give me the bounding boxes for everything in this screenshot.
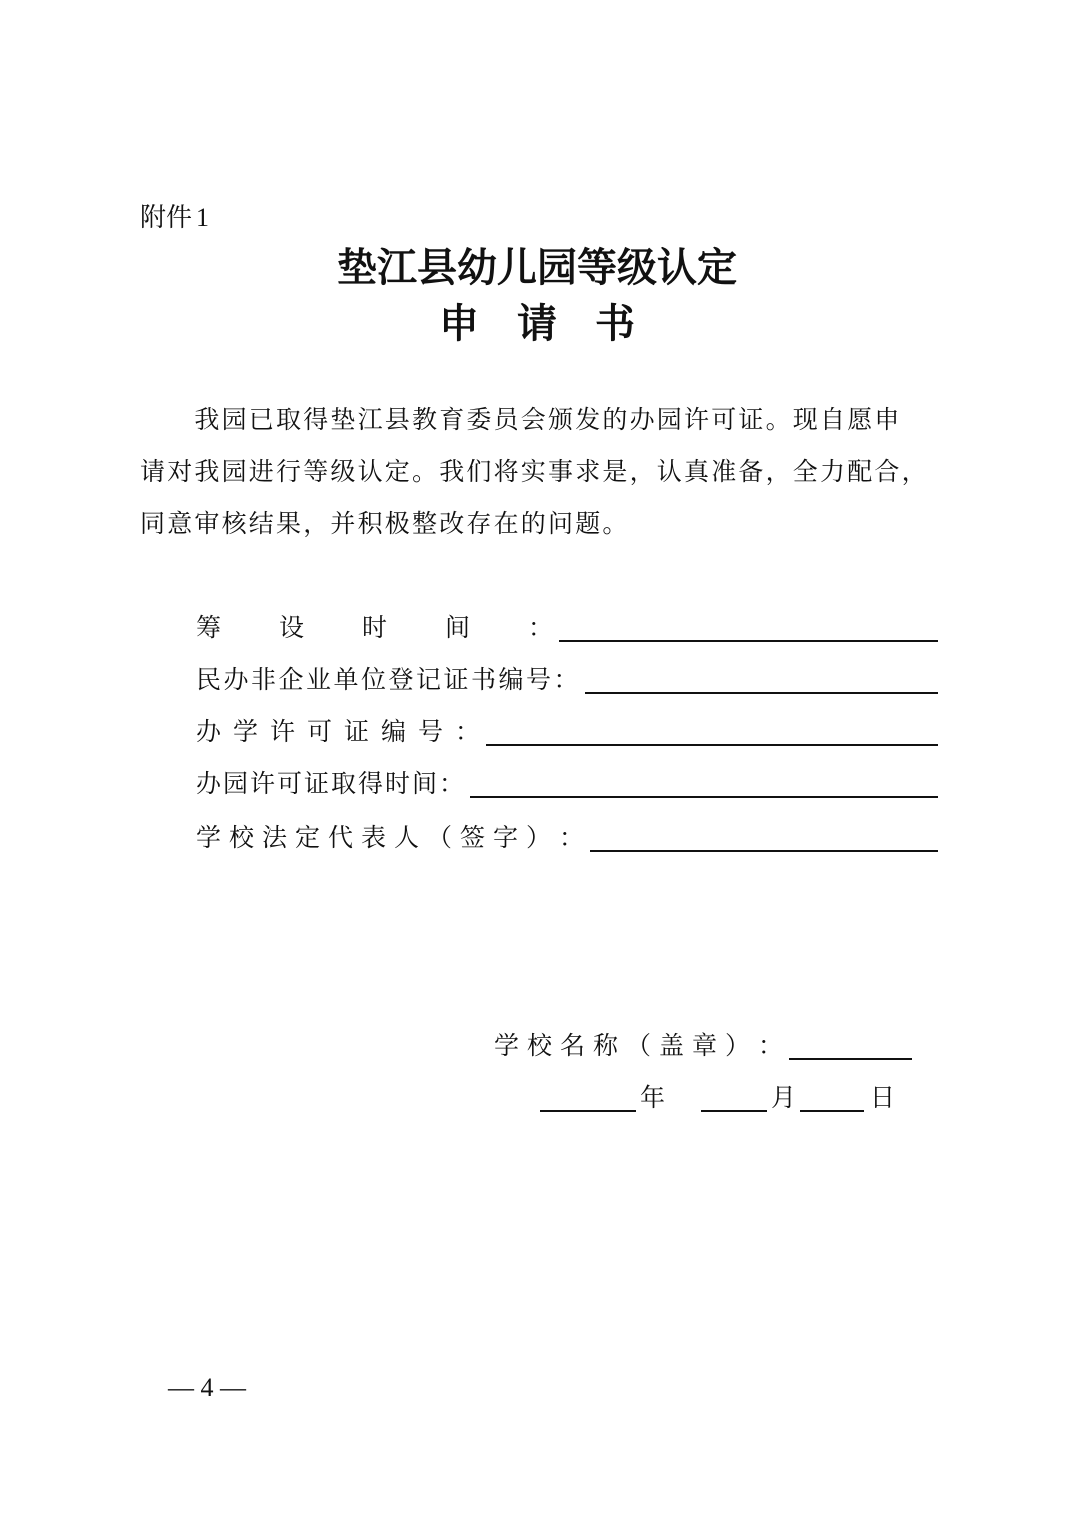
field-label: 筹设时间 [196, 613, 529, 642]
page-number: — 4 — [168, 1373, 246, 1402]
field-label: 学校法定代表人（签字） [196, 823, 560, 852]
attachment-text: 附件 [140, 203, 193, 233]
license-obtained-time-input-line[interactable] [470, 766, 938, 798]
field-school-license-number [196, 708, 938, 748]
field-colon: ： [553, 665, 579, 694]
document-title: 垫江县幼儿园等级认定 [337, 245, 737, 291]
field-registration-number [196, 656, 938, 696]
signing-date [540, 1074, 895, 1114]
attachment-number: 1 [196, 203, 210, 232]
statement-line: 我园已取得垫江县教育委员会颁发的办园许可证。现自愿申 [140, 405, 902, 434]
field-colon: ： [559, 823, 585, 852]
statement-line: 同意审核结果，并积极整改存在的问题。 [140, 509, 630, 538]
registration-number-input-line[interactable] [585, 662, 938, 694]
field-colon: ： [528, 613, 554, 642]
school-name-input-line[interactable] [789, 1028, 912, 1060]
field-establish-time [196, 604, 938, 644]
establish-time-input-line[interactable] [559, 610, 938, 642]
attachment-label [140, 200, 209, 236]
legal-representative-signature-line[interactable] [590, 820, 938, 852]
year-input-line[interactable] [540, 1080, 636, 1112]
month-label: 月 [771, 1083, 797, 1112]
field-label: 民办非企业单位登记证书编号 [196, 665, 554, 694]
field-legal-representative [196, 814, 938, 854]
field-colon: ： [455, 717, 481, 746]
school-license-number-input-line[interactable] [486, 714, 938, 746]
day-label: 日 [870, 1083, 896, 1112]
month-input-line[interactable] [701, 1080, 767, 1112]
field-colon: ： [439, 769, 465, 798]
field-label: 办学许可证编号 [196, 717, 456, 746]
document-subtitle: 申请书 [439, 301, 673, 347]
stamp-label: 学校名称（盖章） [494, 1031, 759, 1060]
field-label: 办园许可证取得时间 [196, 769, 440, 798]
stamp-colon: ： [758, 1031, 784, 1060]
school-name-stamp [494, 1022, 912, 1062]
field-license-obtained-time [196, 760, 938, 800]
statement-line: 请对我园进行等级认定。我们将实事求是，认真准备，全力配合， [140, 457, 929, 486]
statement-paragraph [140, 394, 940, 550]
year-label: 年 [640, 1083, 666, 1112]
day-input-line[interactable] [800, 1080, 864, 1112]
